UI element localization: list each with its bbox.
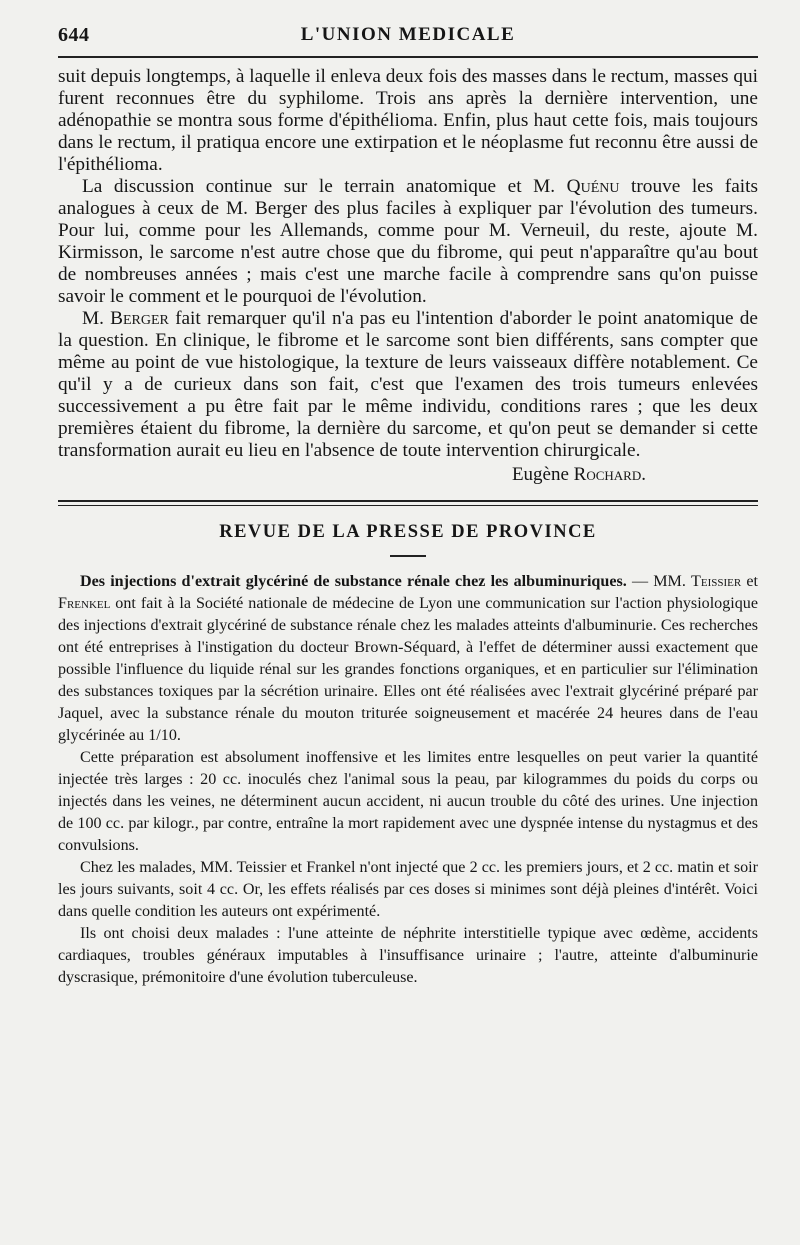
section-divider: [58, 500, 758, 506]
header-rule: [58, 56, 758, 58]
article-paragraph-1: [58, 571, 758, 747]
author-name: Teissier: [691, 573, 742, 590]
paragraph-text: ont fait à la Société nationale de médecine de Lyon une communication sur l'action physiologique des injections d'extrait glycériné de substance rénale chez les malades atteints d'albuminurie. Ces recherches ont été entreprises à l'instigation du docteur Brown-Séquard, à l'effet de déterminer aussi exactement que possible l'influence du liquide rénal sur les grandes fonctions organiques, et en particulier sur l'élimination des substances toxiques par la sécrétion urinaire. Elles ont été réalisées avec l'extrait glycériné préparé par Jaquel, avec la substance rénale du mouton triturée soigneusement et macérée 24 heures dans de l'eau glycérinée au 1/10.: [58, 595, 758, 744]
signature-first-name: Eugène: [511, 464, 574, 485]
paragraph-text: M.: [82, 308, 111, 329]
discussion-text: [58, 66, 758, 462]
article-paragraph-2: Cette préparation est absolument inoffensive et les limites entre lesquelles on peut varier la quantité injectée très larges : 20 cc. inoculés chez l'animal sous la peau, par kilogrammes du poids du corps ou injectés dans les veines, ne déterminent aucun accident, ni aucun trouble du côté des urines. Une injection de 100 cc. par kilogr., par contre, entraîne la mort rapidement avec une dyspnée intense du nystagmus et des convulsions.: [58, 749, 758, 854]
author-name: Frenkel: [58, 595, 111, 612]
author-name: Berger: [110, 308, 169, 329]
paragraph-text: — MM.: [626, 573, 692, 590]
running-title: L'UNION MEDICALE: [300, 24, 516, 45]
section-title: REVUE DE LA PRESSE DE PROVINCE: [219, 522, 597, 542]
signature: [58, 464, 758, 486]
author-name: Quénu: [566, 176, 620, 197]
paragraph-text: et: [741, 573, 759, 590]
article-text: [58, 571, 758, 989]
signature-last-name: Rochard.: [573, 464, 646, 485]
title-dash: [390, 555, 426, 557]
paragraph-text: trouve les faits analogues à ceux de M. Berger des plus faciles à expliquer par l'évolution des tumeurs. Pour lui, comme pour les Allemands, comme pour M. Verneuil, du reste, ajoute M. Kirmisson, le sarcome n'est autre chose que du fibrome, qui peut n'apparaître qu'au bout de nombreuses années ; mais c'est une marche facile à comprendre sans qu'on puisse savoir le comment et le pourquoi de l'évolution.: [58, 176, 758, 307]
article-paragraph-3: Chez les malades, MM. Teissier et Frankel n'ont injecté que 2 cc. les premiers jours, et 2 cc. matin et soir les jours suivants, soit 4 cc. Or, les effets réalisés par ces doses si minimes sont déjà pleines d'intérêt. Voici dans quelle condition les auteurs ont expérimenté.: [58, 859, 758, 920]
discussion-paragraph-2: [58, 176, 758, 308]
page-number: 644: [58, 24, 90, 46]
page-header: [58, 18, 758, 52]
paragraph-text: fait remarquer qu'il n'a pas eu l'intention d'aborder le point anatomique de la question. En clinique, le fibrome et le sarcome sont bien différents, sans compter que même au point de vue histologique, la texture de leurs vaisseaux diffère notablement. Ce qu'il y a de curieux dans son fait, c'est que l'examen des trois tumeurs enlevées successivement a pu être fait par le même individu, conditions rares ; que les deux premières étaient du fibrome, la dernière du sarcome, et qu'on peut se demander si cette transformation aurait eu lieu en l'absence de toute intervention chirurgicale.: [58, 308, 758, 461]
article-title: Des injections d'extrait glycériné de substance rénale chez les albuminuriques.: [80, 573, 627, 590]
article-paragraph-4: Ils ont choisi deux malades : l'une atteinte de néphrite interstitielle typique avec œdème, accidents cardiaques, troubles généraux imputables à l'insuffisance urinaire ; l'autre, atteinte d'albuminurie dyscrasique, prémonitoire d'une évolution tuberculeuse.: [58, 925, 758, 986]
discussion-paragraph-1: [58, 66, 758, 176]
paragraph-text: La discussion continue sur le terrain anatomique et M.: [82, 176, 567, 197]
discussion-paragraph-3: [58, 308, 758, 462]
paragraph-text: suit depuis longtemps, à laquelle il enleva deux fois des masses dans le rectum, masses qui furent reconnues être du syphilome. Trois ans après la dernière intervention, une adénopathie se montra sous forme d'épithélioma. Enfin, plus haut cette fois, mais toujours dans le rectum, il pratiqua encore une extirpation et le néoplasme fut reconnu être aussi de l'épithélioma.: [58, 66, 758, 175]
